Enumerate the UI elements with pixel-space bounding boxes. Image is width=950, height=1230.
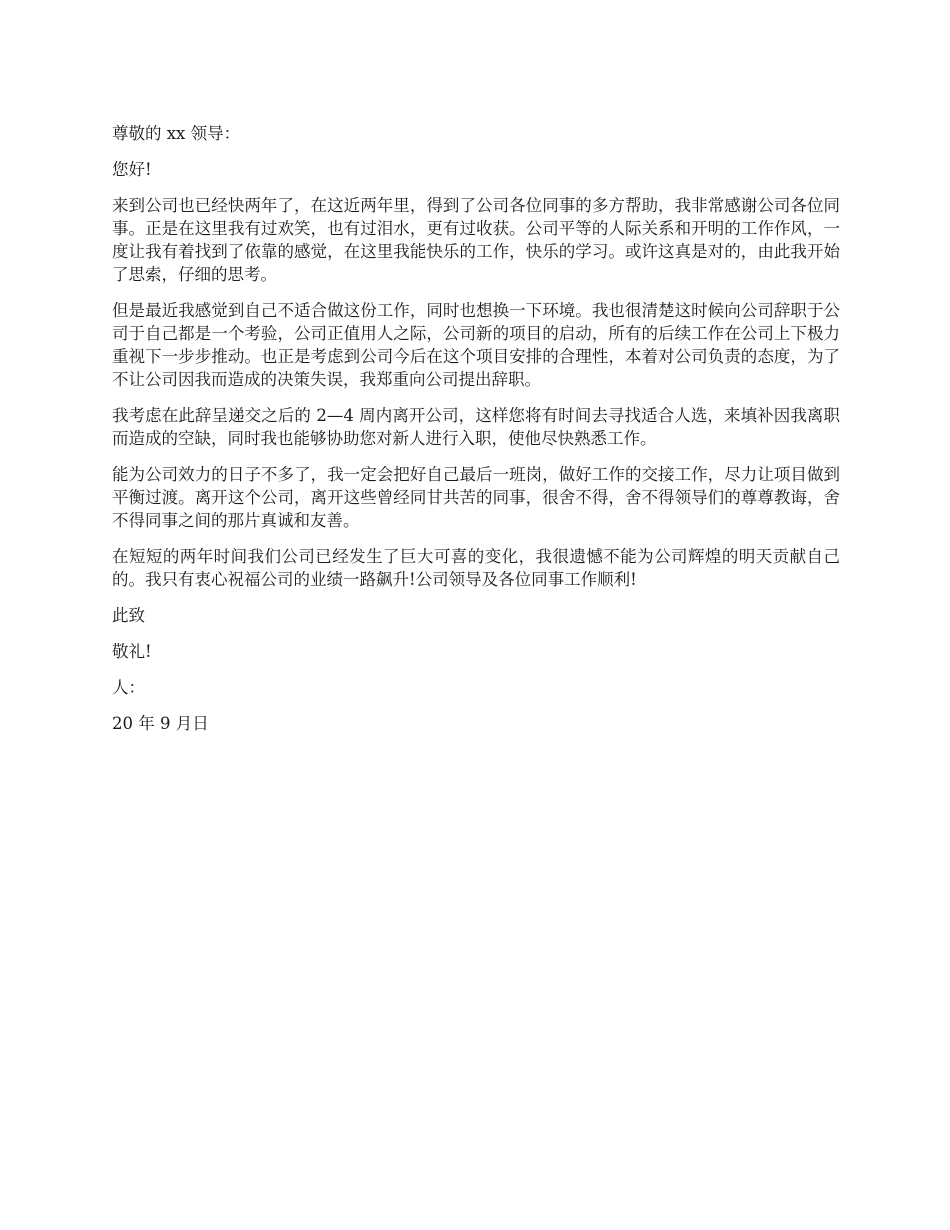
letter-body bbox=[112, 122, 840, 748]
body-paragraph: 来到公司也已经快两年了，在这近两年里，得到了公司各位同事的多方帮助，我非常感谢公司各位同事。正是在这里我有过欢笑，也有过泪水，更有过收获。公司平等的人际关系和开明的工作作风，一度让我有着找到了依靠的感觉，在这里我能快乐的工作，快乐的学习。或许这真是对的，由此我开始了思索，仔细的思考。 bbox=[112, 196, 840, 284]
closing-line: 此致 bbox=[112, 606, 145, 625]
salutation: 尊敬的 xx 领导： bbox=[112, 124, 241, 143]
closing-regards: 敬礼! bbox=[112, 642, 152, 661]
body-paragraph: 在短短的两年时间我们公司已经发生了巨大可喜的变化，我很遗憾不能为公司辉煌的明天贡献自己的。我只有衷心祝福公司的业绩一路飙升!公司领导及各位同事工作顺利! bbox=[112, 547, 840, 589]
signature-line: 人： bbox=[112, 678, 145, 697]
body-paragraph: 但是最近我感觉到自己不适合做这份工作，同时也想换一下环境。我也很清楚这时候向公司辞职于公司于自己都是一个考验，公司正值用人之际，公司新的项目的启动，所有的后续工作在公司上下极力重视下一步步推动。也正是考虑到公司今后在这个项目安排的合理性，本着对公司负责的态度，为了不让公司因我而造成的决策失误，我郑重向公司提出辞职。 bbox=[112, 301, 840, 389]
date-line: 20 年 9 月日 bbox=[112, 714, 209, 733]
body-paragraph: 能为公司效力的日子不多了，我一定会把好自己最后一班岗，做好工作的交接工作，尽力让项目做到平衡过渡。离开这个公司，离开这些曾经同甘共苦的同事，很舍不得，舍不得领导们的尊尊教诲，舍不得同事之间的那片真诚和友善。 bbox=[112, 465, 840, 530]
greeting: 您好! bbox=[112, 160, 152, 179]
body-paragraph: 我考虑在此辞呈递交之后的 2—4 周内离开公司，这样您将有时间去寻找适合人选，来填补因我离职而造成的空缺，同时我也能够协助您对新人进行入职，使他尽快熟悉工作。 bbox=[112, 406, 840, 448]
